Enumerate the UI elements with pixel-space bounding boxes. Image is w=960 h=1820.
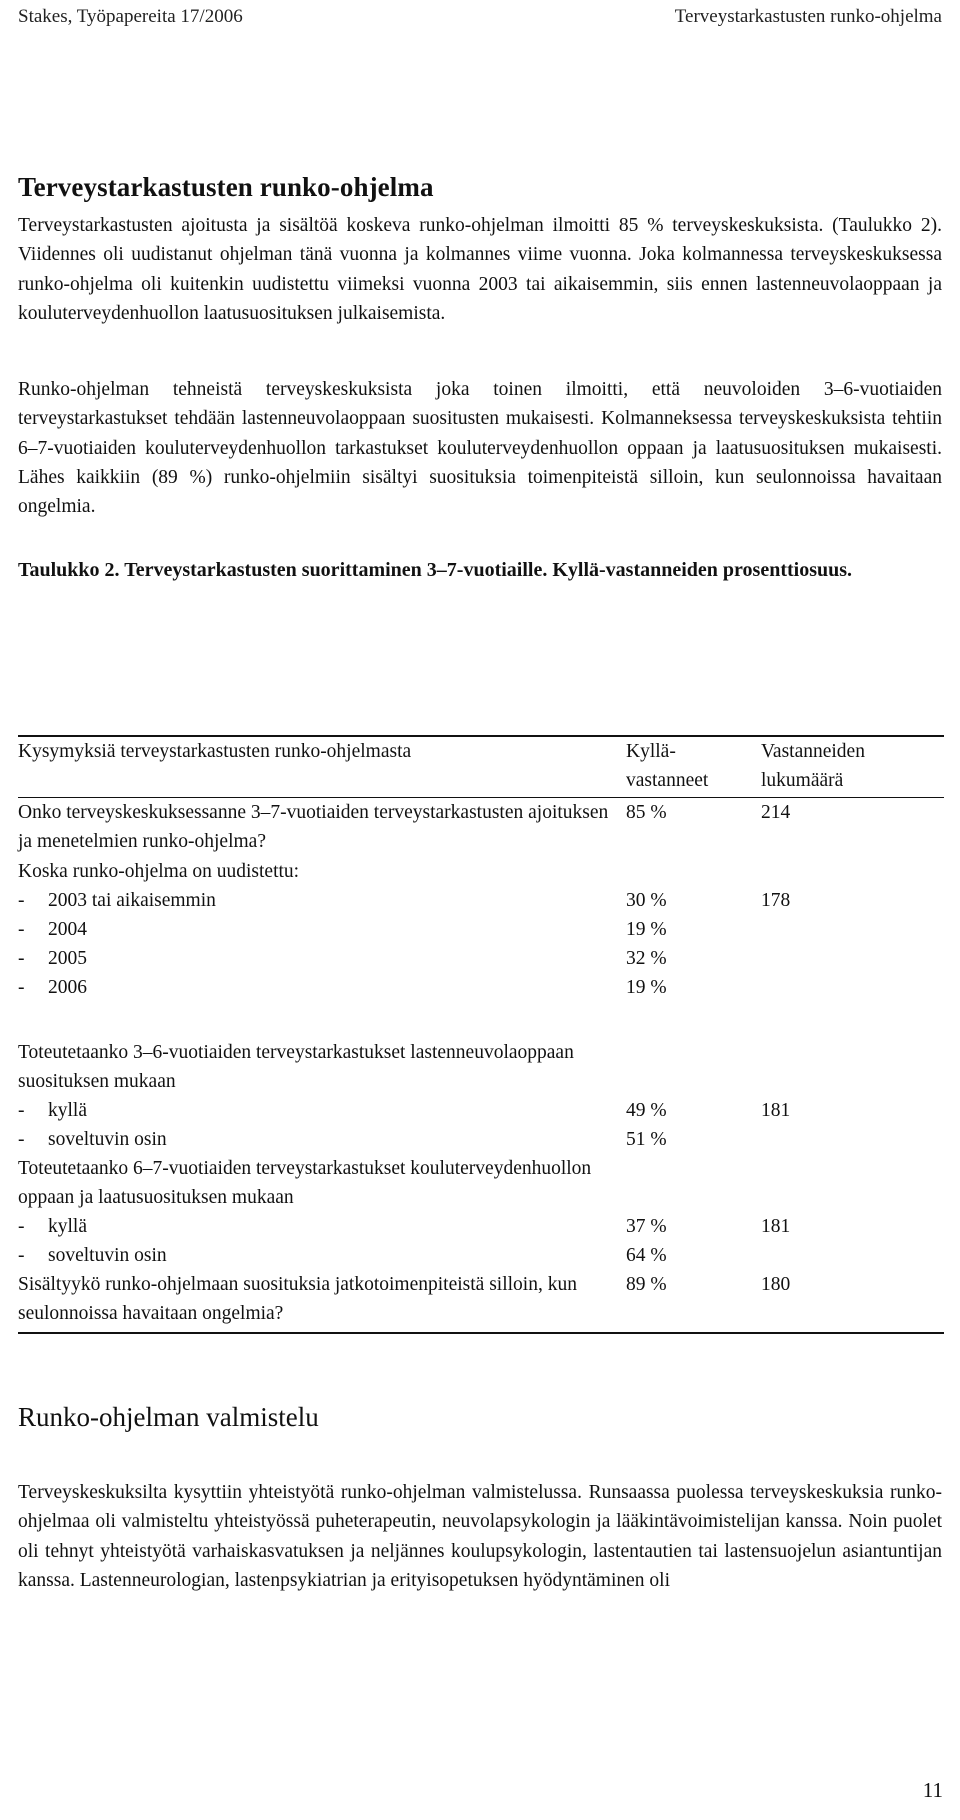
table-row bbox=[18, 944, 87, 973]
question-5: Sisältyykö runko-ohjelmaan suosituksia jatkotoimenpiteistä silloin, kun seulonnoissa havaitaan ongelmia? bbox=[18, 1274, 577, 1324]
row-percent: 49 % bbox=[626, 1100, 667, 1121]
header-count-line1: Vastanneiden bbox=[761, 741, 865, 762]
question-5-percent: 89 % bbox=[626, 1274, 667, 1295]
running-header bbox=[18, 6, 942, 28]
table-caption: Taulukko 2. Terveystarkastusten suorittaminen 3–7-vuotiaille. Kyllä-vastanneiden prosenttiosuus. bbox=[18, 559, 853, 581]
question-3: Toteutetaanko 3–6-vuotiaiden terveystarkastukset lastenneuvolaoppaan suosituksen mukaan bbox=[18, 1042, 574, 1092]
row-label: kyllä bbox=[48, 1100, 87, 1121]
table-row bbox=[18, 1212, 87, 1241]
header-yes-line2: vastanneet bbox=[626, 770, 709, 791]
section-paragraph: Terveyskeskuksilta kysyttiin yhteistyötä runko-ohjelman valmistelussa. Runsaassa puolessa terveyskeskuksia runko-ohjelmaa oli valmisteltu yhteistyössä puheterapeutin, neuvolapsykologin ja lääkintävoimistelijan kanssa. Noin puolet oli tehnyt yhteistyötä varhaiskasvatuksen ja neljännes koulupsykologin, lastentautien tai lastensuojelun asiantuntijan kanssa. Lastenneurologian, lastenpsykiatrian ja erityisopetuksen hyödyntäminen oli bbox=[18, 1482, 942, 1591]
row-percent: 64 % bbox=[626, 1245, 667, 1266]
table-row bbox=[18, 1125, 167, 1154]
row-dash: - bbox=[18, 1100, 25, 1121]
question-3-count: 181 bbox=[761, 1100, 791, 1121]
row-dash: - bbox=[18, 1245, 25, 1266]
row-percent: 19 % bbox=[626, 919, 667, 940]
question-5-count: 180 bbox=[761, 1274, 791, 1295]
row-label: 2005 bbox=[48, 948, 87, 969]
table-row bbox=[18, 1096, 87, 1125]
row-label: kyllä bbox=[48, 1216, 87, 1237]
table-row bbox=[18, 973, 87, 1002]
question-1-count: 214 bbox=[761, 802, 791, 823]
row-dash: - bbox=[18, 919, 25, 940]
body-paragraph-2: Runko-ohjelman tehneistä terveyskeskuksista joka toinen ilmoitti, että neuvoloiden 3–6-vuotiaiden terveystarkastukset tehdään lastenneuvolaoppaan suositusten mukaisesti. Kolmanneksessa terveyskeskuksista tehtiin 6–7-vuotiaiden kouluterveydenhuollon tarkastukset kouluterveydenhuollon oppaan ja laatusuosituksen mukaisesti. Lähes kaikkiin (89 %) runko-ohjelmiin sisältyi suosituksia toimenpiteistä silloin, kun seulonnoissa havaitaan ongelmia. bbox=[18, 379, 942, 518]
row-dash: - bbox=[18, 1216, 25, 1237]
row-label: 2006 bbox=[48, 977, 87, 998]
row-percent: 19 % bbox=[626, 977, 667, 998]
row-percent: 30 % bbox=[626, 890, 667, 911]
row-label: soveltuvin osin bbox=[48, 1245, 167, 1266]
question-1: Onko terveyskeskuksessanne 3–7-vuotiaiden terveystarkastusten ajoituksen ja menetelmien runko-ohjelma? bbox=[18, 802, 609, 852]
header-publication: Stakes, Työpapereita 17/2006 bbox=[18, 6, 243, 27]
page-title: Terveystarkastusten runko-ohjelma bbox=[18, 172, 434, 202]
header-chapter: Terveystarkastusten runko-ohjelma bbox=[674, 6, 942, 27]
row-label: soveltuvin osin bbox=[48, 1129, 167, 1150]
question-2: Koska runko-ohjelma on uudistettu: bbox=[18, 861, 300, 882]
question-4-count: 181 bbox=[761, 1216, 791, 1237]
header-yes-line1: Kyllä- bbox=[626, 741, 676, 762]
question-1-percent: 85 % bbox=[626, 802, 667, 823]
table-row bbox=[18, 886, 216, 915]
header-question: Kysymyksiä terveystarkastusten runko-ohjelmasta bbox=[18, 741, 412, 762]
row-percent: 51 % bbox=[626, 1129, 667, 1150]
question-4: Toteutetaanko 6–7-vuotiaiden terveystarkastukset kouluterveydenhuollon oppaan ja laatusuosituksen mukaan bbox=[18, 1158, 592, 1208]
row-dash: - bbox=[18, 948, 25, 969]
body-paragraph-1: Terveystarkastusten ajoitusta ja sisältöä koskeva runko-ohjelman ilmoitti 85 % terveyskeskuksista. (Taulukko 2). Viidennes oli uudistanut ohjelman tänä vuonna ja kolmannes viime vuonna. Joka kolmannessa terveyskeskuksessa runko-ohjelma oli kuitenkin uudistettu viimeksi vuonna 2003 tai aikaisemmin, siis ennen lastenneuvolaoppaan ja kouluterveydenhuollon laatusuosituksen julkaisemista. bbox=[18, 215, 942, 324]
question-2-count: 178 bbox=[761, 890, 791, 911]
row-label: 2003 tai aikaisemmin bbox=[48, 890, 216, 911]
row-dash: - bbox=[18, 1129, 25, 1150]
row-percent: 37 % bbox=[626, 1216, 667, 1237]
table-row bbox=[18, 915, 87, 944]
table-row bbox=[18, 1241, 167, 1270]
row-label: 2004 bbox=[48, 919, 87, 940]
page-number: 11 bbox=[922, 1778, 943, 1802]
section-heading: Runko-ohjelman valmistelu bbox=[18, 1402, 319, 1432]
row-dash: - bbox=[18, 890, 25, 911]
table-bottom-rule bbox=[18, 1332, 944, 1334]
row-percent: 32 % bbox=[626, 948, 667, 969]
header-count-line2: lukumäärä bbox=[761, 770, 844, 791]
row-dash: - bbox=[18, 977, 25, 998]
